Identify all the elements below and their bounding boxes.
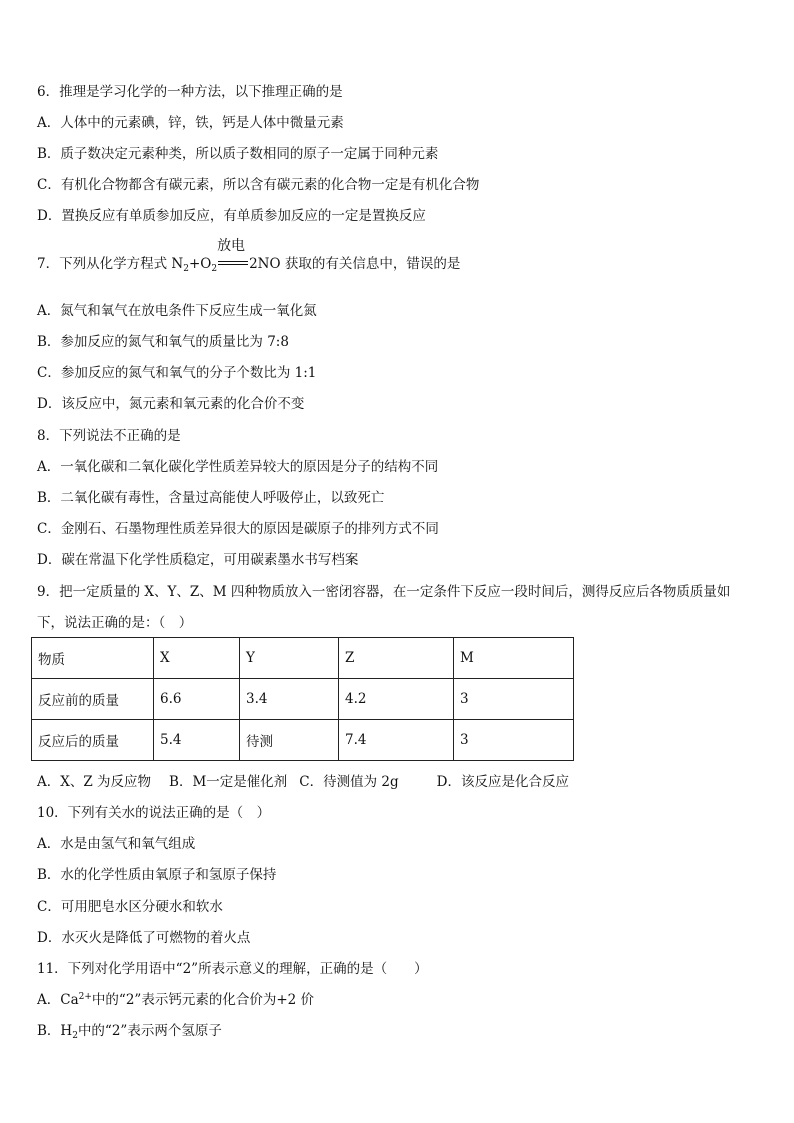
- question-7-option-d[interactable]: D．该反应中，氮元素和氧元素的化合价不变: [37, 396, 305, 412]
- q11-a-superscript: 2+: [78, 992, 92, 1002]
- question-11-option-b[interactable]: [37, 1022, 222, 1040]
- question-11-stem: 11．下列对化学用语中“2”所表示意义的理解，正确的是（ ）: [37, 961, 428, 977]
- question-7-stem: [37, 238, 461, 274]
- question-8-option-a[interactable]: A．一氧化碳和二氧化碳化学性质差异较大的原因是分子的结构不同: [37, 459, 439, 475]
- q11-a-suffix: 中的“2”表示钙元素的化合价为+2 价: [91, 992, 315, 1008]
- q7-o2-subscript: 2: [211, 264, 218, 274]
- table-cell: 5.4: [154, 720, 240, 761]
- table-header-cell: X: [154, 638, 240, 679]
- question-9-option-b[interactable]: B．M一定是催化剂: [169, 774, 288, 790]
- table-cell: 3: [454, 679, 574, 720]
- table-cell: 反应后的质量: [32, 720, 154, 761]
- question-10-option-c[interactable]: C．可用肥皂水区分硬水和软水: [37, 899, 223, 915]
- question-6-stem: 6．推理是学习化学的一种方法，以下推理正确的是: [37, 84, 343, 100]
- table-cell: 7.4: [339, 720, 454, 761]
- table-cell: 待测: [240, 720, 339, 761]
- equals-bar-top: [218, 261, 248, 262]
- question-8-option-b[interactable]: B．二氧化碳有毒性，含量过高能使人呼吸停止，以致死亡: [37, 490, 385, 506]
- table-cell: 4.2: [339, 679, 454, 720]
- mass-data-table: [31, 637, 574, 761]
- q11-a-prefix: A．Ca: [37, 992, 79, 1008]
- question-7-option-c[interactable]: C．参加反应的氮气和氧气的分子个数比为 1:1: [37, 365, 317, 381]
- question-7-option-a[interactable]: A．氮气和氧气在放电条件下反应生成一氧化氮: [37, 303, 317, 319]
- table-cell: 3.4: [240, 679, 339, 720]
- q11-b-prefix: B．H: [37, 1023, 73, 1039]
- q7-stem-prefix: 7．下列从化学方程式 N: [37, 256, 184, 272]
- question-10-option-a[interactable]: A．水是由氢气和氧气组成: [37, 836, 196, 852]
- table-header-cell: Z: [339, 638, 454, 679]
- table-header-cell: Y: [240, 638, 339, 679]
- question-10-stem: 10．下列有关水的说法正确的是（ ）: [37, 805, 271, 821]
- question-8-option-d[interactable]: D．碳在常温下化学性质稳定，可用碳素墨水书写档案: [37, 552, 359, 568]
- table-cell: 6.6: [154, 679, 240, 720]
- question-9-option-d[interactable]: D．该反应是化合反应: [436, 774, 569, 790]
- question-6-option-b[interactable]: B．质子数决定元素种类，所以质子数相同的原子一定属于同种元素: [37, 146, 439, 162]
- question-6-option-a[interactable]: A．人体中的元素碘，锌，铁，钙是人体中微量元素: [37, 115, 344, 131]
- question-9-options: [37, 773, 569, 791]
- table-cell: 反应前的质量: [32, 679, 154, 720]
- q11-b-suffix: 中的“2”表示两个氢原子: [77, 1023, 222, 1039]
- q7-n2-subscript: 2: [183, 264, 189, 274]
- q7-stem-mid: +O: [188, 256, 212, 272]
- table-header-cell: 物质: [32, 638, 154, 679]
- table-header-cell: M: [454, 638, 574, 679]
- question-9-stem-line-1: 9．把一定质量的 X、Y、Z、M 四种物质放入一密闭容器，在一定条件下反应一段时间后，测得反应后各物质质量如: [37, 584, 731, 600]
- question-6-option-c[interactable]: C．有机化合物都含有碳元素，所以含有碳元素的化合物一定是有机化合物: [37, 177, 480, 193]
- table-header-row: [32, 638, 574, 679]
- table-cell: 3: [454, 720, 574, 761]
- equals-bar-bottom: [218, 264, 248, 265]
- q7-stem-suffix: 2NO 获取的有关信息中，错误的是: [249, 256, 461, 272]
- question-7-option-b[interactable]: B．参加反应的氮气和氧气的质量比为 7:8: [37, 334, 289, 350]
- question-9-stem-line-2: 下，说法正确的是：（ ）: [37, 615, 193, 631]
- q11-b-subscript: 2: [72, 1031, 78, 1041]
- reaction-condition-label: 放电: [217, 238, 246, 254]
- question-8-stem: 8．下列说法不正确的是: [37, 428, 181, 444]
- question-10-option-b[interactable]: B．水的化学性质由氧原子和氢原子保持: [37, 867, 277, 883]
- question-8-option-c[interactable]: C．金刚石、石墨物理性质差异很大的原因是碳原子的排列方式不同: [37, 521, 439, 537]
- question-9-option-c[interactable]: C．待测值为 2g: [299, 774, 399, 790]
- question-6-option-d[interactable]: D．置换反应有单质参加反应，有单质参加反应的一定是置换反应: [37, 208, 426, 224]
- table-row: [32, 679, 574, 720]
- question-9-option-a[interactable]: A．X、Z 为反应物: [37, 774, 152, 790]
- question-10-option-d[interactable]: D．水灭火是降低了可燃物的着火点: [37, 930, 251, 946]
- table-row: [32, 720, 574, 761]
- reaction-condition-arrow: [217, 238, 249, 273]
- question-11-option-a[interactable]: [37, 991, 314, 1009]
